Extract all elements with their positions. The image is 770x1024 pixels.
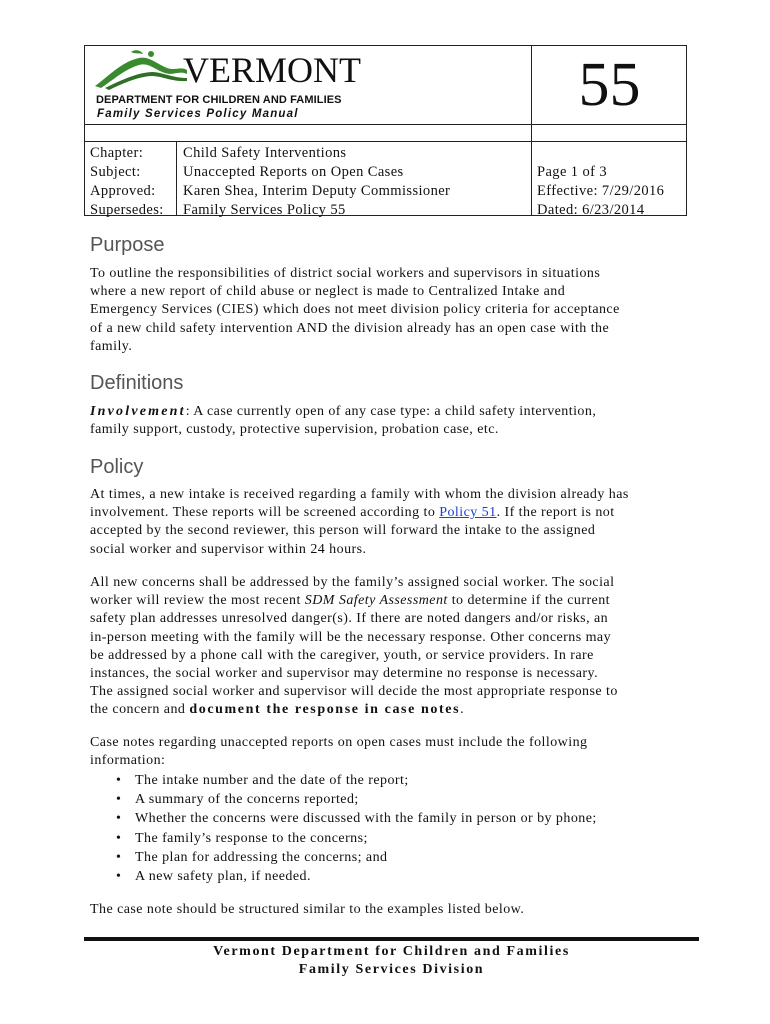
policy-51-link[interactable]: Policy 51 [439,505,497,521]
text-fragment: : A case currently open of any case type: a child safety intervention, [185,404,597,419]
department-name: DEPARTMENT FOR CHILDREN AND FAMILIES [96,94,342,106]
policy-number: 55 [578,51,641,119]
definitions-paragraph [90,403,690,439]
page-info [537,163,664,220]
text-fragment: the concern and [90,702,190,718]
bullet-icon: • [116,869,122,885]
text-line: safety plan addresses unresolved danger(s). If there are noted dangers and/or risks, an [90,611,609,627]
page-info-line: Dated: 6/23/2014 [537,202,645,218]
text-line: in-person meeting with the family will be the necessary response. Other concerns may [90,629,612,645]
policy-paragraph-2 [90,574,690,720]
text-line: information: [90,753,166,769]
page-info-line: Page 1 of 3 [537,164,608,180]
manual-title: Family Services Policy Manual [97,108,299,120]
meta-value: Karen Shea, Interim Deputy Commissioner [183,183,451,199]
meta-values [183,144,450,220]
text-line: The assigned social worker and supervisor will decide the most appropriate response to [90,684,618,700]
vermont-logo-icon [91,48,361,92]
list-item [90,829,597,848]
text-line: At times, a new intake is received regarding a family with whom the division already has [90,487,629,502]
case-note-requirements-list [90,771,597,886]
text-line: Case notes regarding unaccepted reports on open cases must include the following [90,735,588,750]
sdm-assessment-term: SDM Safety Assessment [304,593,448,609]
text-fragment: . If the report is not [496,505,615,521]
list-item-text: A summary of the concerns reported; [135,792,359,808]
list-item [90,771,597,790]
text-line: family. [90,338,133,354]
text-fragment: worker will review the most recent [90,593,305,609]
list-item-text: The intake number and the date of the report; [135,773,409,788]
header-table [84,45,687,216]
list-item-text: The plan for addressing the concerns; and [135,849,388,865]
text-line: accepted by the second reviewer, this person will forward the intake to the assigned [90,523,596,539]
meta-label: Approved: [90,183,156,199]
bullet-icon: • [116,830,122,846]
text-line: To outline the responsibilities of district social workers and supervisors in situations [90,266,601,281]
meta-value: Family Services Policy 55 [183,202,346,218]
purpose-heading: Purpose [90,234,165,256]
meta-labels [90,144,164,220]
bullet-icon: • [116,849,122,865]
list-item-text: The family’s response to the concerns; [135,830,368,846]
page-info-line: Effective: 7/29/2016 [537,183,665,199]
text-line: family support, custody, protective supervision, probation case, etc. [90,422,499,438]
list-item [90,790,597,809]
bullet-icon: • [116,811,122,827]
policy-heading: Policy [90,456,144,478]
text-line: be addressed by a phone call with the caregiver, youth, or service providers. In rare [90,647,594,663]
logo-text: VERMONT [183,50,361,90]
text-fragment: to determine if the current [447,593,611,609]
policy-paragraph-1 [90,486,690,559]
text-line: of a new child safety intervention AND the division already has an open case with the [90,320,610,336]
text-fragment: . [460,702,465,718]
list-item-text: A new safety plan, if needed. [135,869,311,885]
bullet-icon: • [116,792,122,808]
emphasis-text: document the response in case notes [189,702,461,718]
text-line: instances, the social worker and supervisor may determine no response is necessary. [90,666,599,682]
text-line: Emergency Services (CIES) which does not meet division policy criteria for acceptance [90,302,620,318]
list-item [90,848,597,867]
purpose-paragraph [90,265,690,356]
text-line: social worker and supervisor within 24 hours. [90,541,367,557]
meta-value: Child Safety Interventions [183,145,347,161]
text-fragment: involvement. These reports will be screened according to [90,505,440,521]
list-item-text: Whether the concerns were discussed with the family in person or by phone; [135,811,597,827]
footer-divider [84,937,699,941]
meta-label: Subject: [90,164,141,180]
bullet-icon: • [116,773,122,788]
text-line: The case note should be structured similar to the examples listed below. [90,902,525,917]
definition-term: Involvement [90,404,186,419]
closing-paragraph [90,901,690,919]
definitions-heading: Definitions [90,372,184,394]
text-line: All new concerns shall be addressed by the family’s assigned social worker. The social [90,575,615,590]
list-item [90,867,597,886]
text-line: where a new report of child abuse or neglect is made to Centralized Intake and [90,284,566,300]
meta-label: Supersedes: [90,202,164,218]
policy-paragraph-3 [90,734,690,770]
meta-value: Unaccepted Reports on Open Cases [183,164,404,180]
list-item [90,809,597,828]
footer-line-2: Family Services Division [298,962,485,977]
meta-label: Chapter: [90,145,144,161]
footer-line-1: Vermont Department for Children and Families [213,944,570,959]
